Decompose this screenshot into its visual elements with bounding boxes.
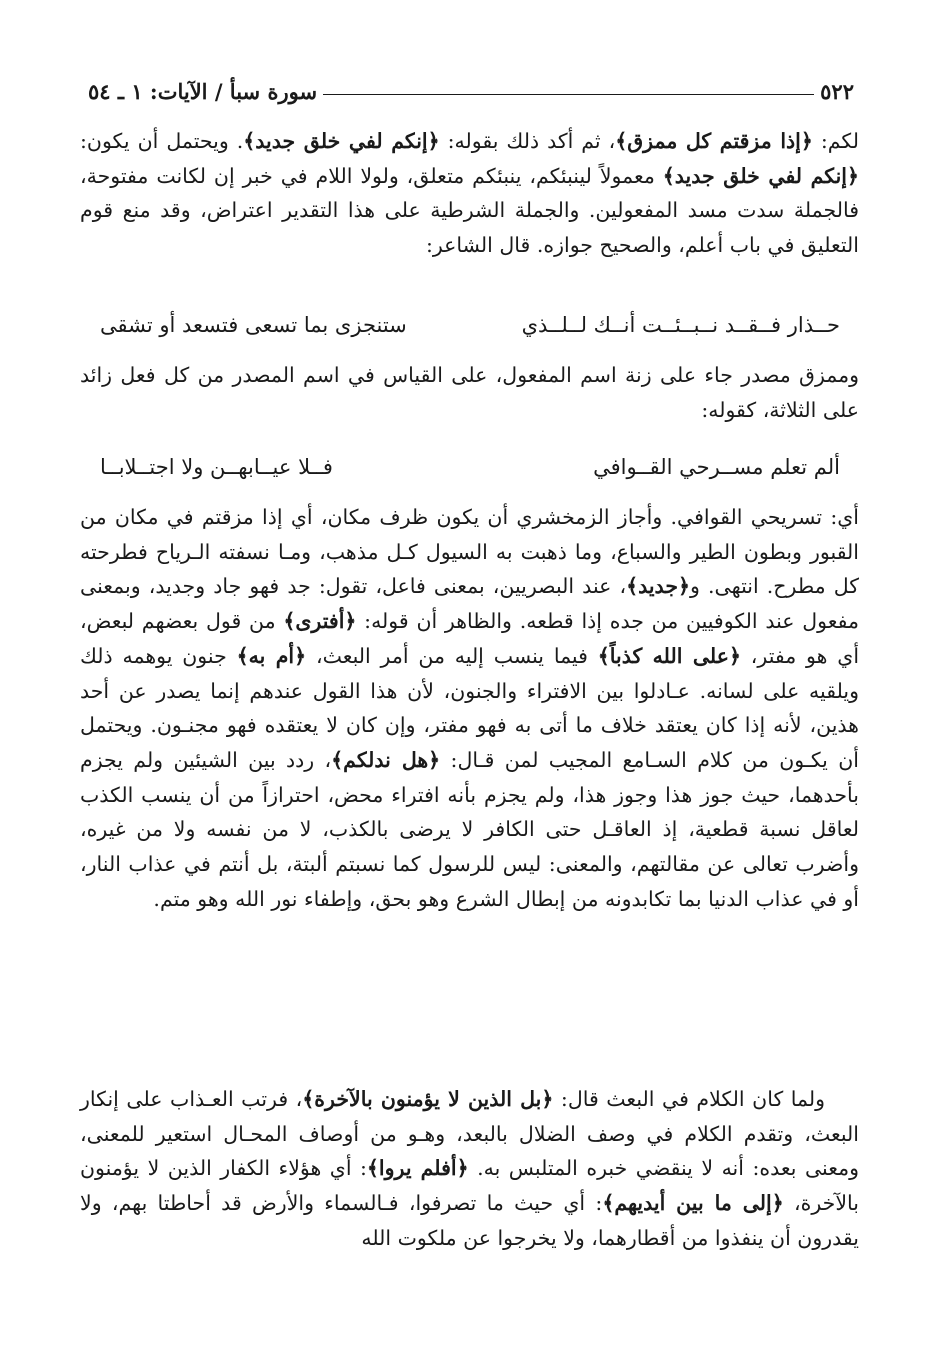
quran-quote: ﴿أفترى﴾ xyxy=(283,609,357,634)
verse-second-hemistich: ستنجزى بما تسعى فتسعد أو تشقى xyxy=(100,313,407,337)
quran-quote: ﴿أفلم يروا﴾ xyxy=(366,1156,469,1181)
quran-quote: ﴿هل ندلكم﴾ xyxy=(331,747,441,772)
paragraph-3 xyxy=(80,500,859,916)
paragraph-4 xyxy=(80,1082,859,1256)
page-header xyxy=(88,70,854,104)
text-run: فيما ينسب إليه من أمر البعث، xyxy=(306,643,598,668)
poetry-verse-1 xyxy=(100,313,840,337)
verse-first-hemistich: ألم تعلم مســرحي القــوافي xyxy=(593,455,840,479)
text-run: معمولاً لينبئكم، ينبئكم متعلق، ولولا اللام في خبر إن لكانت مفتوحة، فالجملة سدت مسد المفعولين. والجملة الشرطية على هذا التقدير اعتراض، وقد منع قوم التعليق في باب أعلم، والصحيح جوازه. قال الشاعر: xyxy=(80,163,859,258)
paragraph-2 xyxy=(80,358,859,427)
text-run: لكم: xyxy=(812,129,859,153)
quran-quote: ﴿جديد﴾ xyxy=(626,574,691,599)
text-run: ولما كان الكلام في البعث قال: xyxy=(553,1087,825,1111)
header-rule xyxy=(323,94,814,95)
quran-quote: ﴿إذا مزقتم كل ممزق﴾ xyxy=(615,129,813,153)
quran-quote: ﴿أم به﴾ xyxy=(236,643,307,668)
running-title: سورة سبأ / الآيات: ١ ـ ٥٤ xyxy=(88,79,318,104)
poetry-verse-2 xyxy=(100,455,840,479)
verse-second-hemistich: فــلا عيــابهــن ولا اجتــلابــا xyxy=(100,455,333,479)
text-run: ، ردد بين الشيئين ولم يجزم بأحدهما، حيث جوز هذا وجوز هذا، ولم يجزم بأنه افتراء محض، احترازاً من أن ينسب الكذب لعاقل نسبة قطعية، إذ العاقـل حتى الكافر لا يرضى بالكذب، لا من نفسه ولا من غيره، وأضرب تعالى عن مقالتهم، والمعنى: ليس للرسول كما نسبتم ألبتة، بل أنتم في عذاب النار، أو في عذاب الدنيا بما تكابدونه من إبطال الشرع وهو بحق، وإطفاء نور الله وهو متم. xyxy=(80,747,859,911)
text-run: ، فرتب العـذاب على إنكار البعث، وتقدم الكلام في وصف الضلال بالبعد، وهـو من أوصاف المحـال استعير للمعنى، ومعنى بعده: أنه لا ينقضي خبره المتلبس به. xyxy=(80,1087,859,1181)
text-run: ، عند البصريين، بمعنى فاعل، تقول: جد فهو جاد وجديد، وبمعنى مفعول عند الكوفيين من جده إذا قطعه. والظاهر أن قوله: xyxy=(80,574,859,634)
text-run: : أي حيث ما تصرفوا، فـالسماء والأرض قد أحاطتا بهم، ولا يقدرون أن ينفذوا من أقطارهما، ولا يخرجوا عن ملكوت الله xyxy=(80,1191,859,1250)
page-number: ٥٢٢ xyxy=(820,79,854,104)
paragraph-text: وممزق مصدر جاء على زنة اسم المفعول، على القياس في اسم المصدر من كل فعل زائد على الثلاثة، كقوله: xyxy=(80,363,859,422)
text-run: : أي هؤلاء الكفار الذين لا يؤمنون بالآخرة، xyxy=(80,1156,859,1216)
paragraph-1 xyxy=(80,124,859,263)
text-run: . ويحتمل أن يكون: xyxy=(80,129,244,153)
quran-quote: ﴿إنكم لفي خلق جديد﴾ xyxy=(662,163,859,188)
quran-quote: ﴿إلى ما بين أيديهم﴾ xyxy=(602,1191,784,1216)
text-run: جنون يوهمه ذلك ويلقيه على لسانه. عـادلوا بين الافتراء والجنون، لأن هذا القول عندهم إنما يصدر عن أحد هذين، لأنه إذا كان يعتقد خلاف ما أتى به فهو مفتر، وإن كان لا يعتقده فهو مجنـون. ويحتمل أن يكـون من كلام السـامع المجيب لمن قـال: xyxy=(80,643,859,772)
verse-first-hemistich: حــذار فــقــد نــبــئــت أنــك لــلــذي xyxy=(521,313,840,337)
text-run: ، ثم أكد ذلك بقوله: xyxy=(439,129,616,153)
text-run: من قول بعضهم لبعض، أي هو مفتر، xyxy=(80,609,860,668)
quran-quote: ﴿على الله كذباً﴾ xyxy=(597,643,741,668)
quran-quote: ﴿بل الذين لا يؤمنون بالآخرة﴾ xyxy=(302,1087,554,1111)
text-run: أي: تسريحي القوافي. وأجاز الزمخشري أن يكون ظرف مكان، أي إذا مزقتم في مكان من القبور وبطون الطير والسباع، وما ذهبت به السيول كـل مذهب، ومـا نسفته الـرياح فطرحته كل مطرح. انتهى. و xyxy=(80,505,859,599)
quran-quote: ﴿إنكم لفي خلق جديد﴾ xyxy=(243,129,440,153)
